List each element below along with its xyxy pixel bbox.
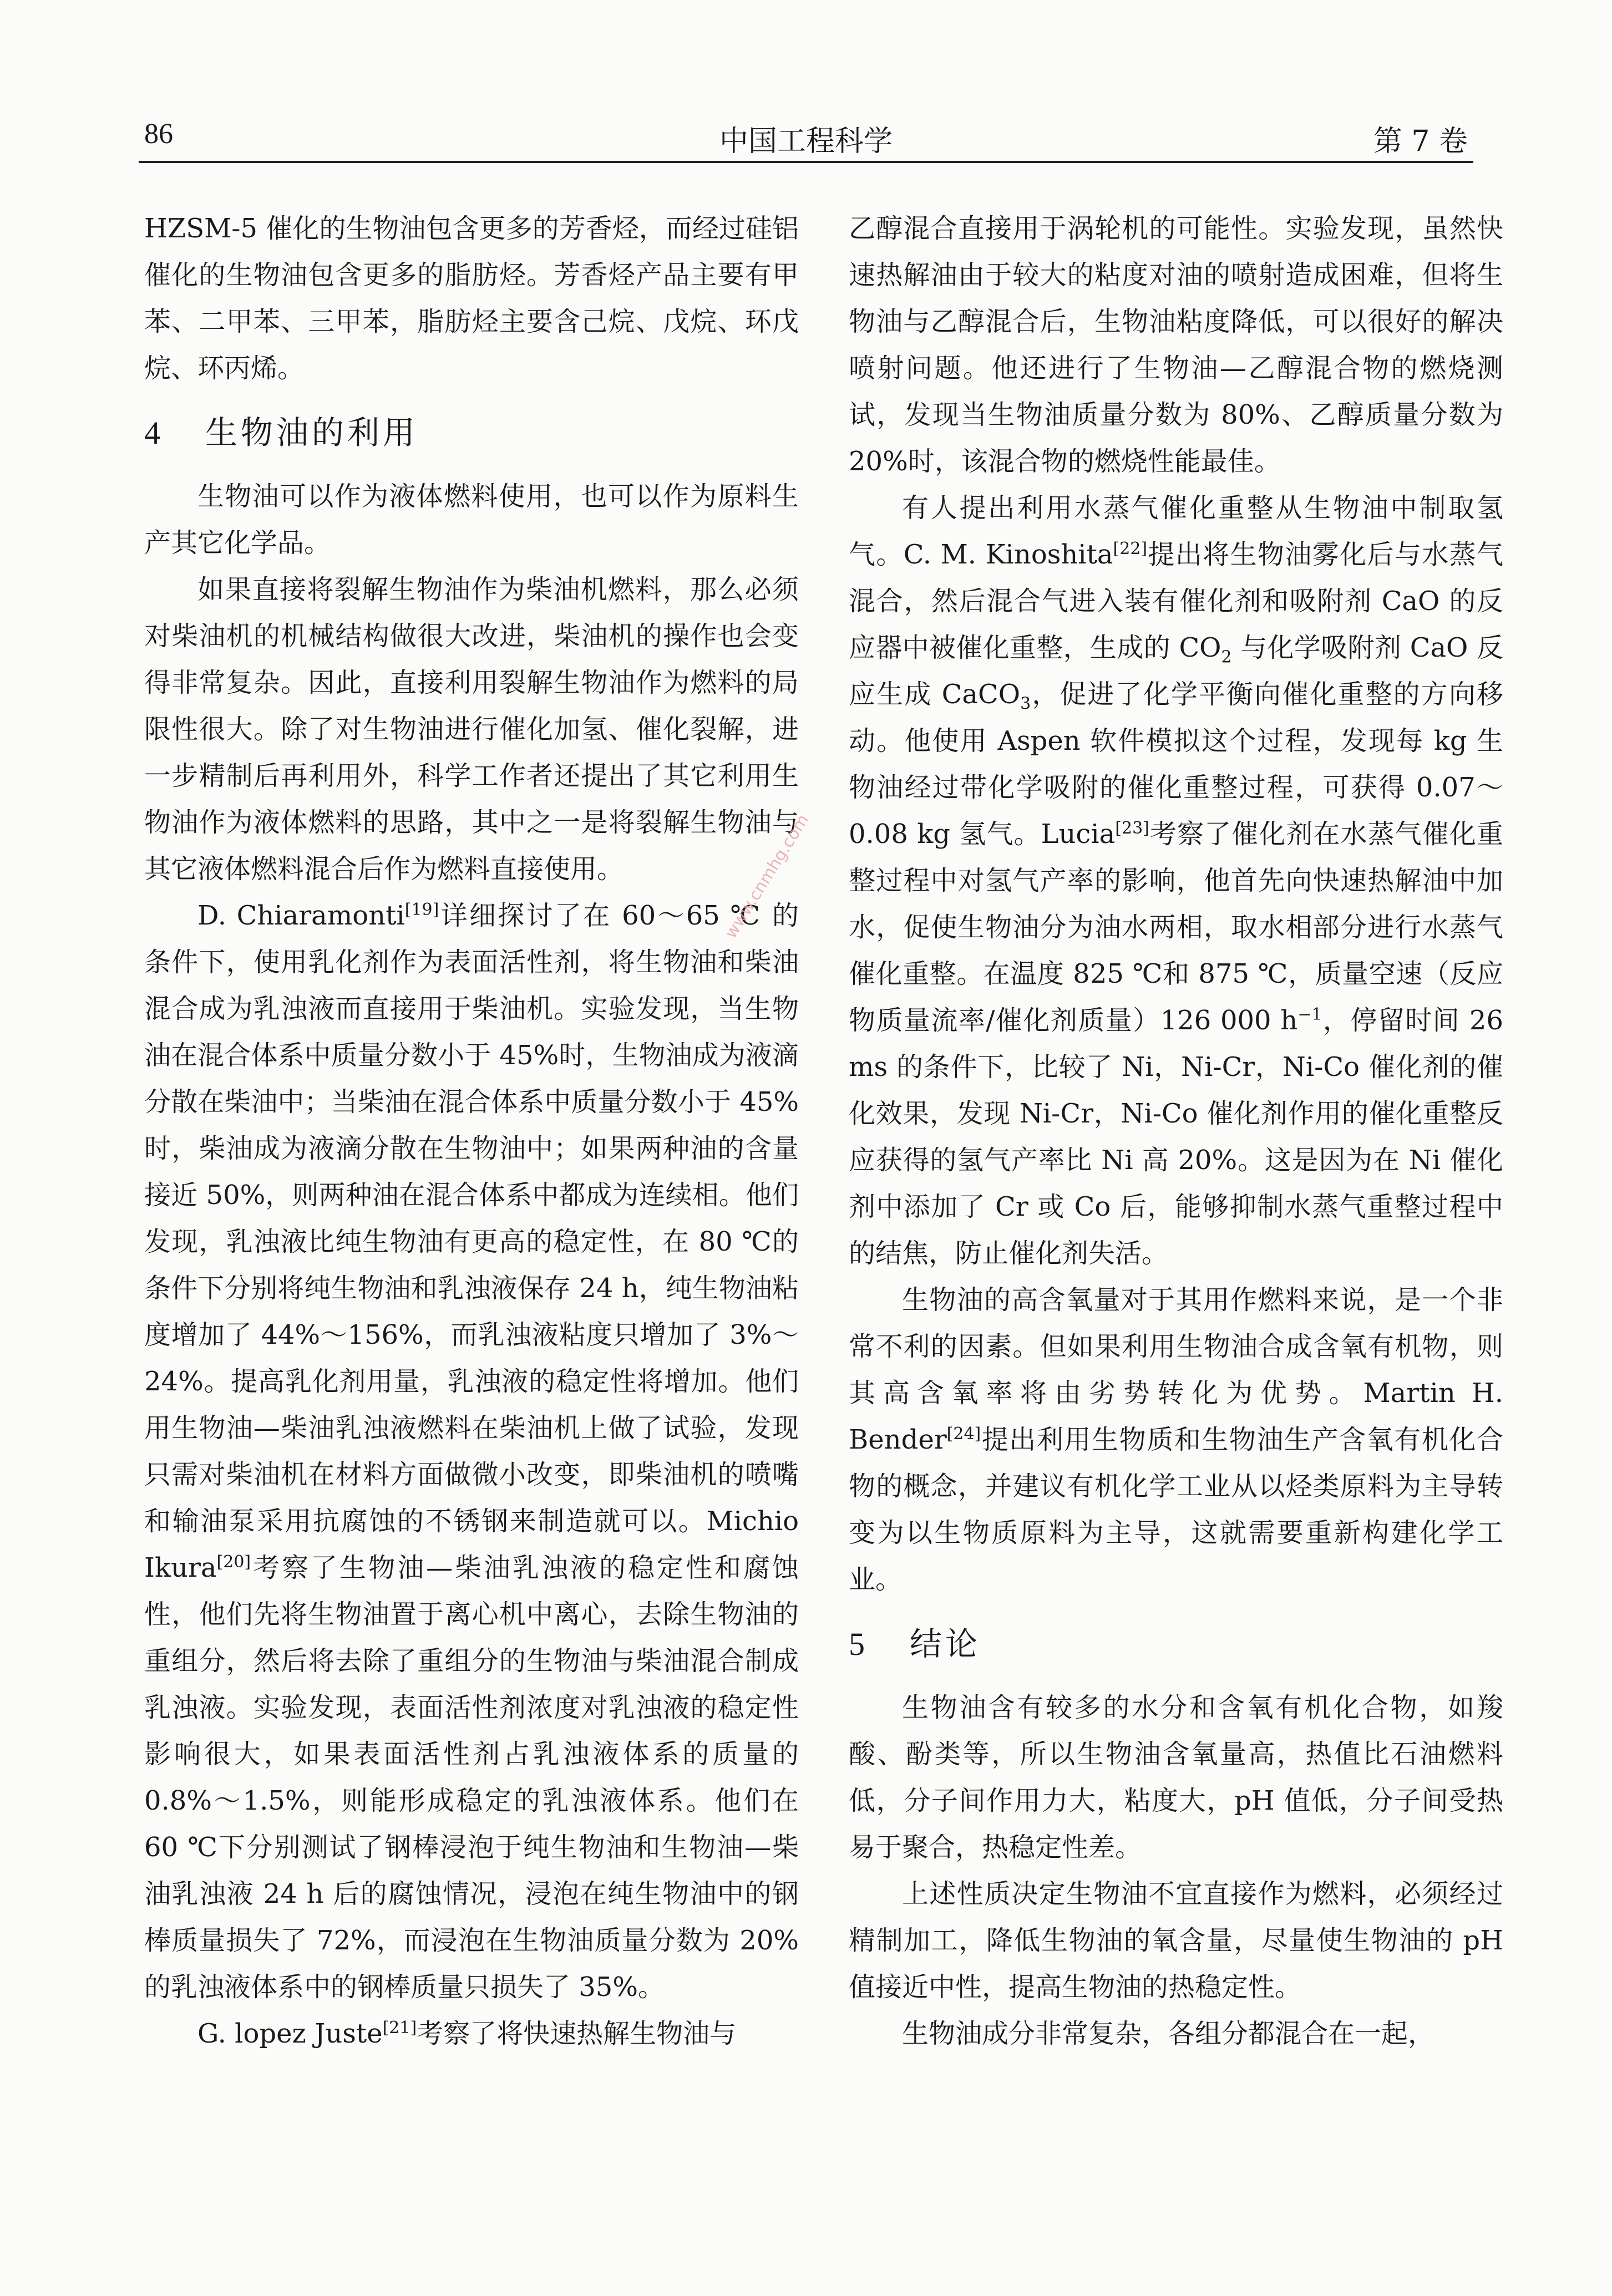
paragraph: 乙醇混合直接用于涡轮机的可能性。实验发现，虽然快速热解油由于较大的粘度对油的喷射造成困难，但将生物油与乙醇混合后，生物油粘度降低，可以很好的解决喷射问题。他还进行了生物油—乙醇混合物的燃烧测试，发现当生物油质量分数为 80%、乙醇质量分数为 20%时，该混合物的燃烧性能最佳。 (849, 213, 1503, 477)
text-run: G. lopez Juste (197, 2018, 383, 2049)
text-run: 提出将生物油雾化后与水蒸气混合，然后混合气进入装有催化剂和吸附剂 CaO 的反应器中被催化重整，生成的 CO (849, 539, 1503, 663)
section-heading (849, 1617, 1503, 1671)
citation-ref: −1 (1297, 1005, 1322, 1024)
subscript: 3 (1020, 694, 1031, 714)
paragraph: 生物油含有较多的水分和含氧有机化合物，如羧酸、酚类等，所以生物油含氧量高，热值比石油燃料低，分子间作用力大，粘度大，pH 值低，分子间受热易于聚合，热稳定性差。 (849, 1692, 1503, 1863)
paragraph (849, 485, 1503, 1277)
paragraph: 生物油成分非常复杂，各组分都混合在一起， (902, 2018, 1435, 2049)
citation-ref: [24] (946, 1424, 981, 1444)
paragraph: 上述性质决定生物油不宜直接作为燃料，必须经过精制加工，降低生物油的氧含量，尽量使生物油的 pH 值接近中性，提高生物油的热稳定性。 (849, 1878, 1503, 2003)
section-title: 生物油的利用 (205, 414, 419, 451)
text-run: 考察了生物油—柴油乳浊液的稳定性和腐蚀性，他们先将生物油置于离心机中离心，去除生物油的重组分，然后将去除了重组分的生物油与柴油混合制成乳浊液。实验发现，表面活性剂浓度对乳浊液的稳定性影响很大，如果表面活性剂占乳浊液体系的质量的 0.8%～1.5%，则能形成稳定的乳浊液体系。他们在 60 ℃下分别测试了钢棒浸泡于纯生物油和生物油—柴油乳浊液 24 h 后的腐蚀情况，浸泡在纯生物油中的钢棒质量损失了 72%，而浸泡在生物油质量分数为 20%的乳浊液体系中的钢棒质量只损失了 35%。 (144, 1552, 799, 2003)
paragraph: 生物油可以作为液体燃料使用，也可以作为原料生产其它化学品。 (144, 481, 799, 558)
text-run: 提出利用生物质和生物油生产含氧有机化合物的概念，并建议有机化学工业从以烃类原料为主导转变为以生物质原料为主导，这就需要重新构建化学工业。 (849, 1424, 1503, 1595)
page-number: 86 (144, 118, 173, 150)
text-run: ，停留时间 26 ms 的条件下，比较了 Ni，Ni-Cr，Ni-Co 催化剂的催化效果，发现 Ni-Cr，Ni-Co 催化剂作用的催化重整反应获得的氢气产率比 Ni 高 20%。这是因为在 Ni 催化剂中添加了 Cr 或 Co 后，能够抑制水蒸气重整过程中的结焦，防止催化剂失活。 (849, 1005, 1503, 1269)
text-run: 考察了将快速热解生物油与 (417, 2018, 737, 2049)
paragraph: HZSM-5 催化的生物油包含更多的芳香烃，而经过硅铝催化的生物油包含更多的脂肪烃。芳香烃产品主要有甲苯、二甲苯、三甲苯，脂肪烃主要含己烷、戊烷、环戊烷、环丙烯。 (144, 213, 799, 384)
text-run: 考察了催化剂在水蒸气催化重整过程中对氢气产率的影响，他首先向快速热解油中加水，促使生物油分为油水两相，取水相部分进行水蒸气催化重整。在温度 825 ℃和 875 ℃，质量空速（反应物质量流率/催化剂质量）126 000 h (849, 819, 1503, 1036)
watermark-text: www.cnmhg.com (721, 811, 813, 942)
paragraph (144, 2010, 799, 2057)
paragraph: 如果直接将裂解生物油作为柴油机燃料，那么必须对柴油机的机械结构做很大改进，柴油机的操作也会变得非常复杂。因此，直接利用裂解生物油作为燃料的局限性很大。除了对生物油进行催化加氢、催化裂解，进一步精制后再利用外，科学工作者还提出了其它利用生物油作为液体燃料的思路，其中之一是将裂解生物油与其它液体燃料混合后作为燃料直接使用。 (144, 574, 799, 885)
paragraph (144, 892, 799, 2010)
section-number: 4 (144, 415, 160, 451)
section-number: 5 (849, 1626, 865, 1662)
running-header (139, 111, 1473, 163)
text-run: 详细探讨了在 60～65 ℃ 的条件下，使用乳化剂作为表面活性剂，将生物油和柴油混合成为乳浊液而直接用于柴油机。实验发现，当生物油在混合体系中质量分数小于 45%时，生物油成为液滴分散在柴油中；当柴油在混合体系中质量分数小于 45%时，柴油成为液滴分散在生物油中；如果两种油的含量接近 50%，则两种油在混合体系中都成为连续相。他们发现，乳浊液比纯生物油有更高的稳定性，在 80 ℃的条件下分别将纯生物油和乳浊液保存 24 h，纯生物油粘度增加了 44%～156%，而乳浊液粘度只增加了 3%～24%。提高乳化剂用量，乳浊液的稳定性将增加。他们用生物油—柴油乳浊液燃料在柴油机上做了试验，发现只需对柴油机在材料方面做微小改变，即柴油机的喷嘴和输油泵采用抗腐蚀的不锈钢来制造就可以。Michio Ikura (144, 900, 799, 1583)
text-run: ，促进了化学平衡向催化重整的方向移动。他使用 Aspen 软件模拟这个过程，发现每 kg 生物油经过带化学吸附的催化重整过程，可获得 0.07～0.08 kg 氢气。Lucia (849, 679, 1503, 850)
text-run: 生物油的高含氧量对于其用作燃料来说，是一个非常不利的因素。但如果利用生物油合成含氧有机物，则其高含氧率将由劣势转化为优势。Martin H. Bender (849, 1284, 1503, 1455)
journal-title: 中国工程科学 (719, 125, 893, 158)
citation-ref: [22] (1113, 539, 1148, 558)
citation-ref: [21] (382, 2018, 417, 2038)
text-run: D. Chiaramonti (197, 900, 405, 931)
left-column (144, 205, 799, 2057)
subscript: 2 (1221, 647, 1232, 667)
citation-ref: [20] (216, 1552, 251, 1572)
right-column (849, 205, 1503, 2057)
section-heading (144, 406, 799, 460)
volume-label: 第 7 卷 (1373, 125, 1468, 158)
section-title: 结论 (910, 1625, 981, 1663)
citation-ref: [23] (1115, 819, 1149, 838)
paragraph (849, 1277, 1503, 1603)
text-run: 与化学吸附剂 CaO 反应生成 CaCO (849, 632, 1503, 710)
text-run: 有人提出利用水蒸气催化重整从生物油中制取氢气。C. M. Kinoshita (849, 492, 1503, 570)
citation-ref: [19] (404, 900, 439, 920)
